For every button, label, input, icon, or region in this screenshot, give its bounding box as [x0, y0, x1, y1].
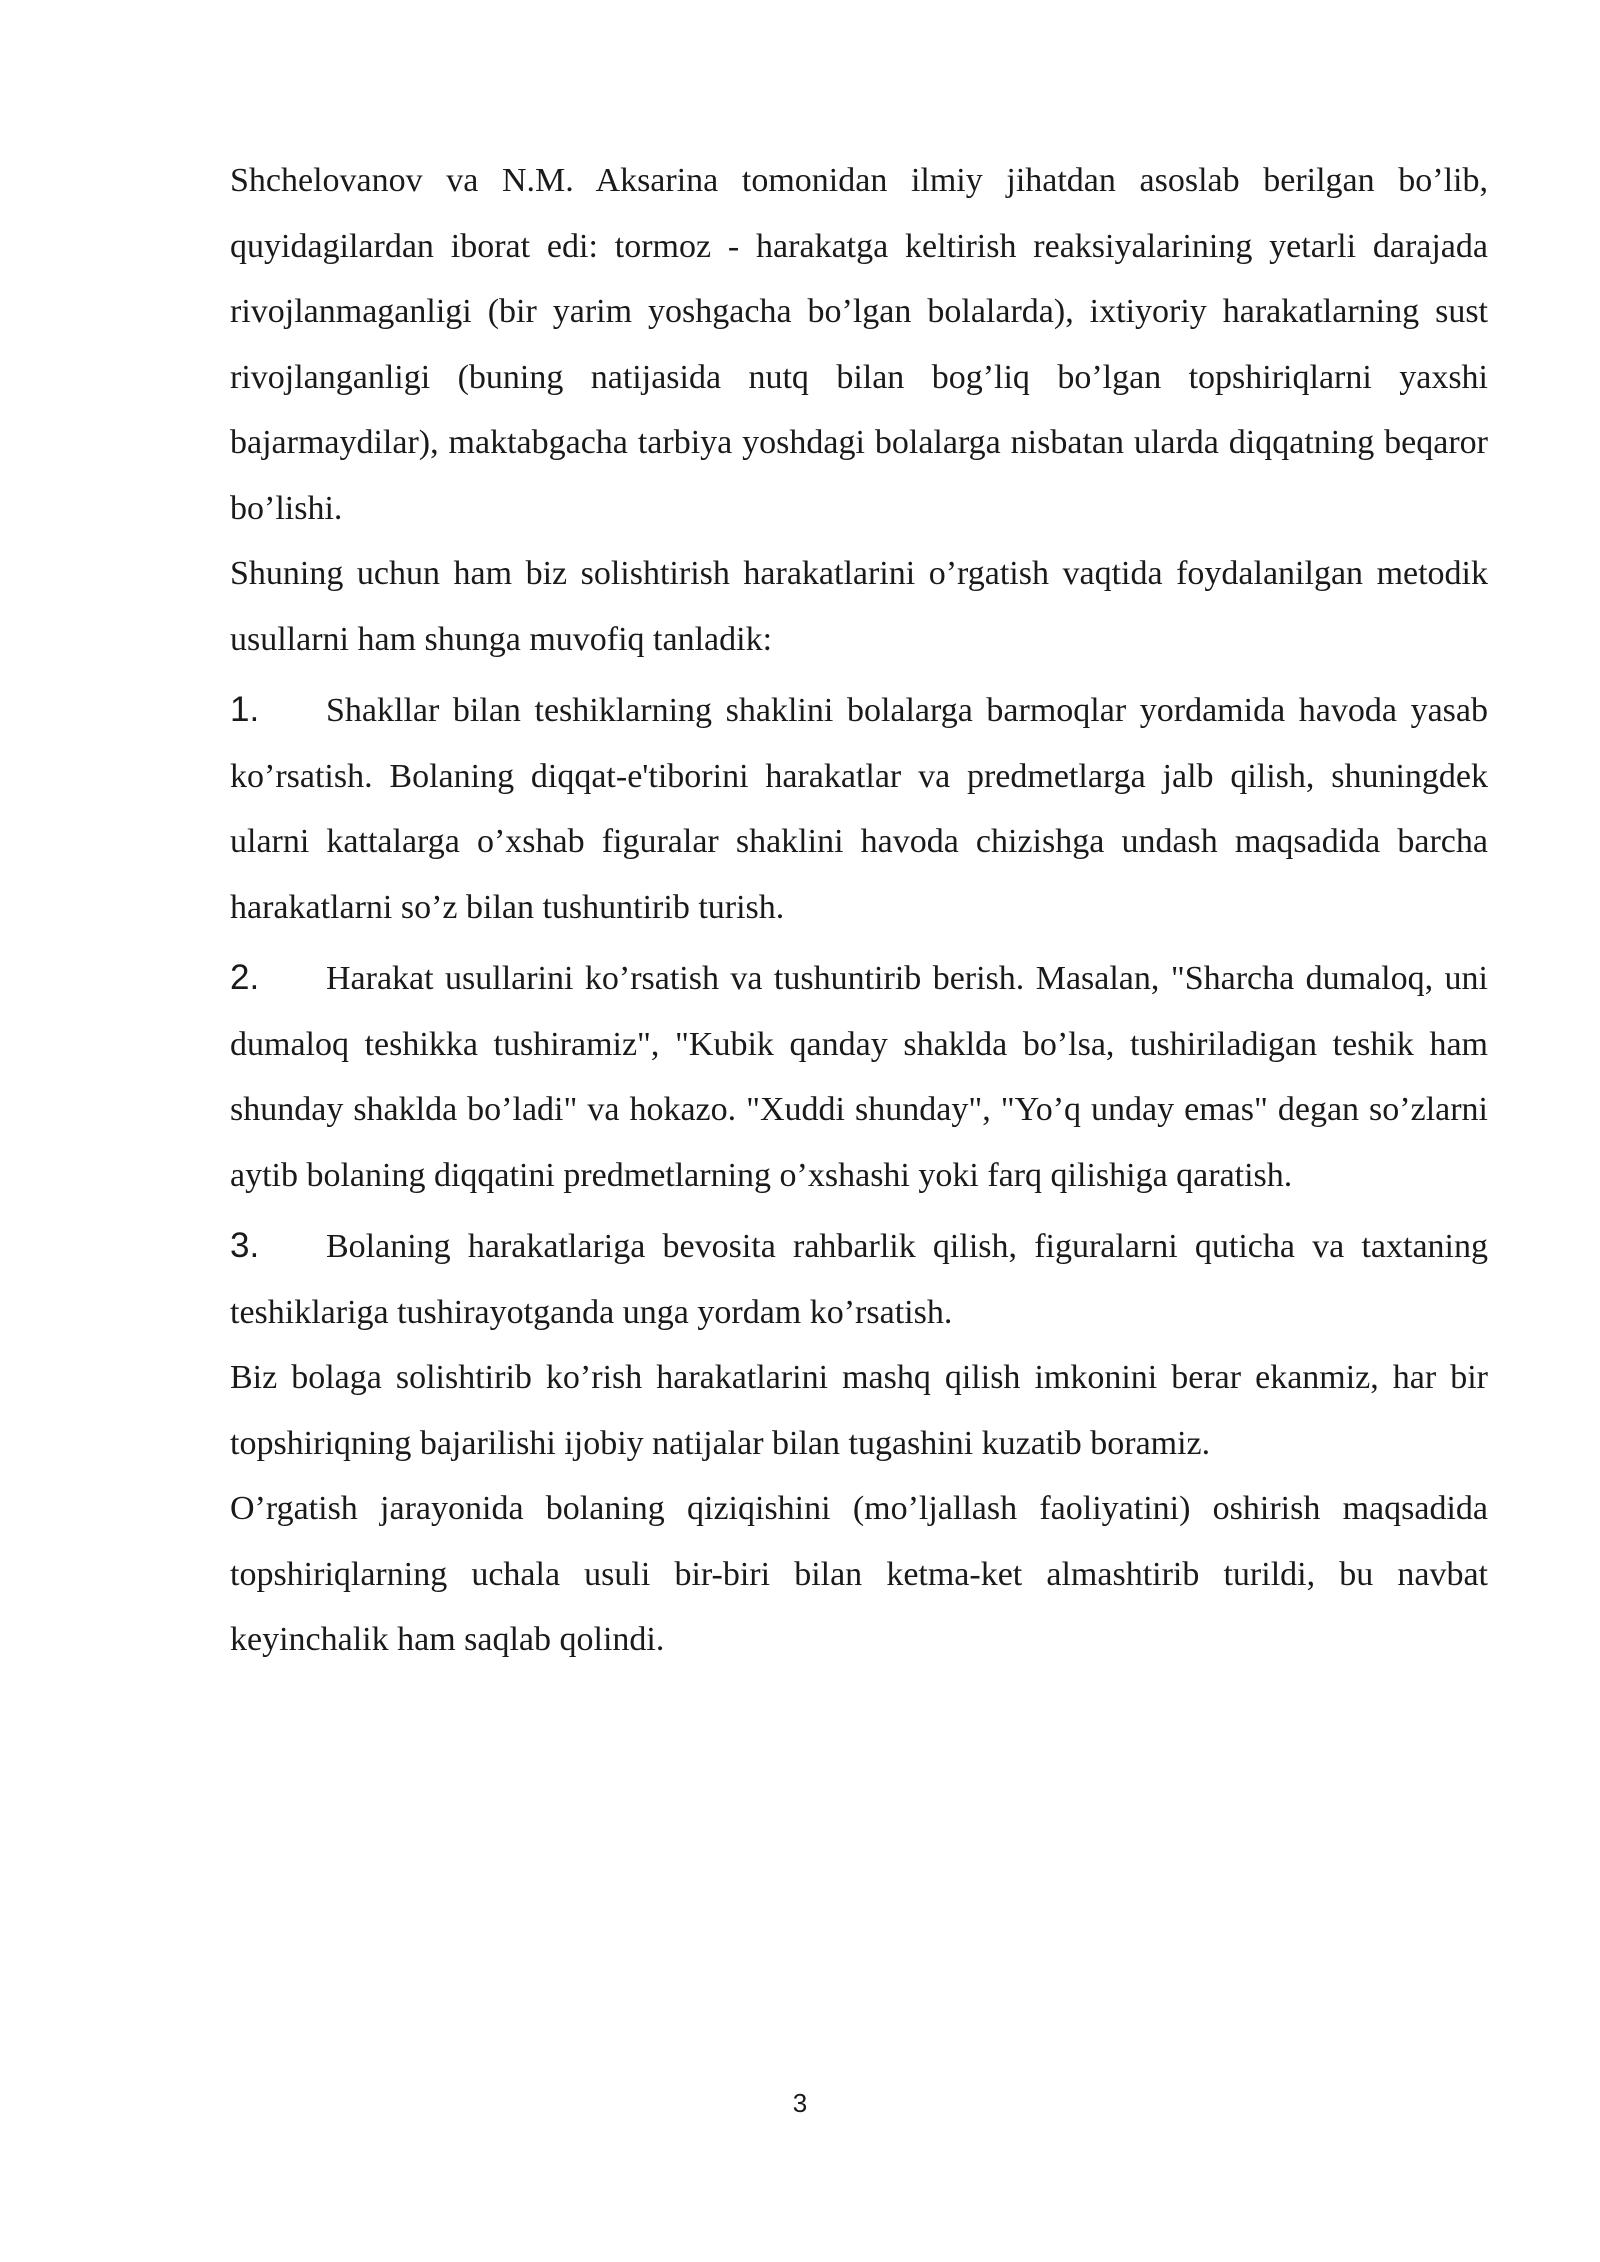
list-item-number: 2. [230, 958, 260, 997]
paragraph: O’rgatish jarayonida bolaning qiziqishini (mo’ljallash faoliyatini) oshirish maqsadida topshiriqlarning uchala usuli bir-biri bilan ketma-ket almashtirib turildi, bu navbat keyinchalik ham saqlab qolindi. [230, 1490, 1488, 1658]
paragraph: Shchelovanov va N.M. Aksarina tomonidan ilmiy jihatdan asoslab berilgan bo’lib, quyidagilardan iborat edi: tormoz - harakatga keltirish reaksiyalarining yetarli darajada rivojlanmaganligi (bir yarim yoshgacha bo’lgan bolalarda), ixtiyoriy harakatlarning sust rivojlanganligi (buning natijasida nutq bilan bog’liq bo’lgan topshiriqlarni yaxshi bajarmaydilar), maktabgacha tarbiya yoshdagi bolalarga nisbatan ularda diqqatning beqaror bo’lishi. [230, 162, 1488, 527]
list-item-text: Bolaning harakatlariga bevosita rahbarlik qilish, figuralarni quticha va taxtaning teshiklariga tushirayotganda unga yordam ko’rsatish. [230, 1228, 1488, 1331]
list-item [230, 945, 1488, 1208]
paragraph: Shuning uchun ham biz solishtirish harakatlarini o’rgatish vaqtida foydalanilgan metodik usullarni ham shunga muvofiq tanladik: [230, 555, 1488, 658]
list-item-text: Shakllar bilan teshiklarning shaklini bolalarga barmoqlar yordamida havoda yasab ko’rsatish. Bolaning diqqat-e'tiborini harakatlar va predmetlarga jalb qilish, shuningdek ularni kattalarga o’xshab figuralar shaklini havoda chizishga undash maqsadida barcha harakatlarni so’z bilan tushuntirib turish. [230, 692, 1488, 926]
list-item [230, 1213, 1488, 1345]
list-item-text: Harakat usullarini ko’rsatish va tushuntirib berish. Masalan, "Sharcha dumaloq, uni dumaloq teshikka tushiramiz", "Kubik qanday shaklda bo’lsa, tushiriladigan teshik ham shunday shaklda bo’ladi" va hokazo. "Xuddi shunday", "Yo’q unday emas" degan so’zlarni aytib bolaning diqqatini predmetlarning o’xshashi yoki farq qilishiga qaratish. [230, 960, 1488, 1194]
page-number: 3 [792, 2088, 808, 2118]
paragraph: Biz bolaga solishtirib ko’rish harakatlarini mashq qilish imkonini berar ekanmiz, har bir topshiriqning bajarilishi ijobiy natijalar bilan tugashini kuzatib boramiz. [230, 1359, 1488, 1462]
page-content [230, 148, 1488, 1673]
list-item [230, 677, 1488, 940]
list-item-number: 1. [230, 690, 260, 729]
list-item-number: 3. [230, 1226, 260, 1265]
